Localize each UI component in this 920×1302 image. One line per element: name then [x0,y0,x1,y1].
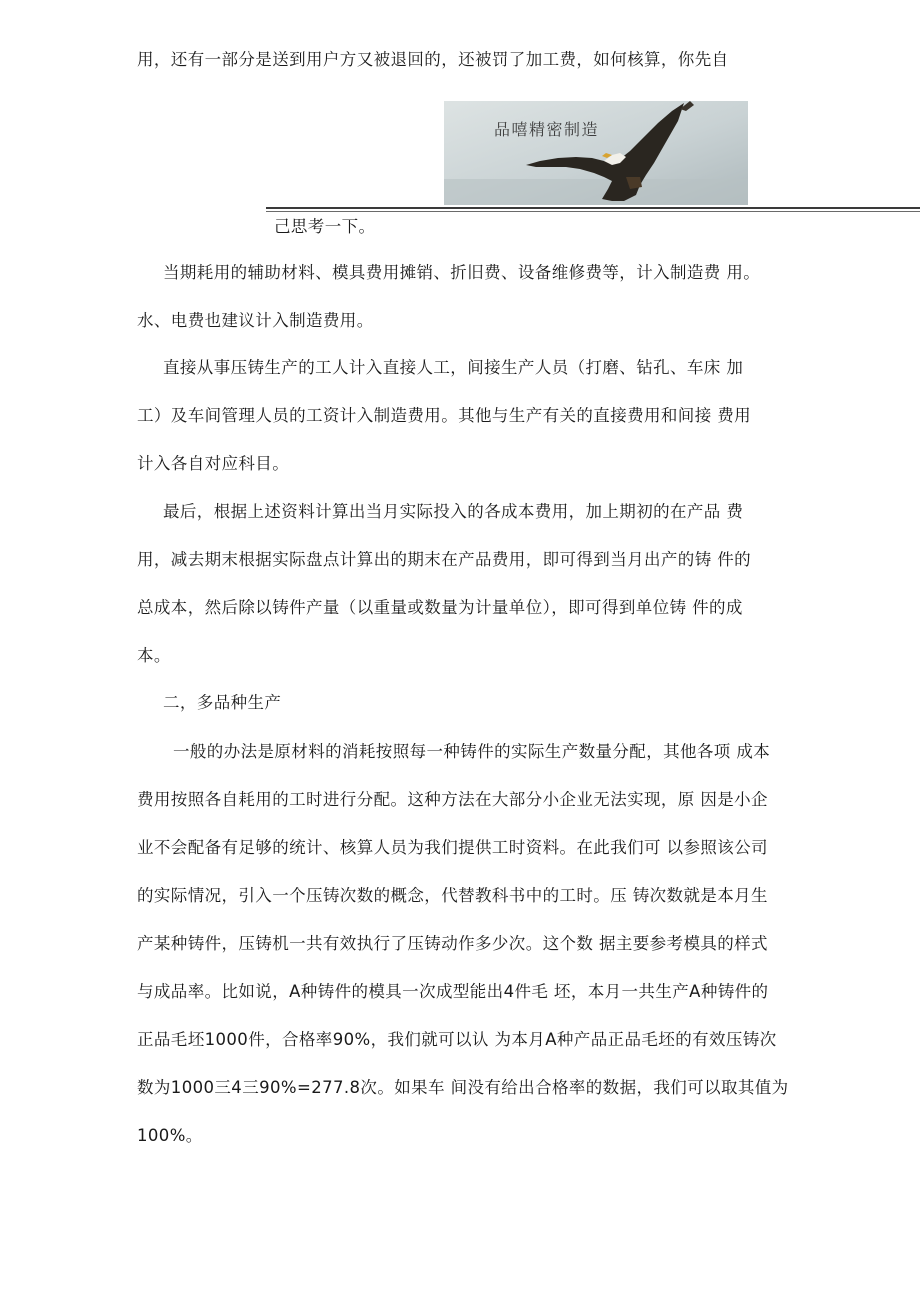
text-line-18: 与成品率。比如说，A种铸件的模具一次成型能出4件毛 坯，本月一共生产A种铸件的 [137,982,769,1001]
text-line-20: 数为1000三4三90%=277.8次。如果车 间没有给出合格率的数据，我们可以取其值为 [137,1078,789,1097]
eagle-banner-image [444,101,748,205]
header-banner [444,101,748,205]
text-line-3: 当期耗用的辅助材料、模具费用摊销、折旧费、设备维修费等，计入制造费 用。 [163,263,761,282]
text-line-5: 直接从事压铸生产的工人计入直接人工，间接生产人员（打磨、钻孔、车床 加 [163,358,744,377]
text-line-2: 己思考一下。 [274,217,376,236]
text-line-14: 费用按照各自耗用的工时进行分配。这种方法在大部分小企业无法实现，原 因是小企 [137,790,768,809]
text-line-9: 用，减去期末根据实际盘点计算出的期末在产品费用，即可得到当月出产的铸 件的 [137,550,752,569]
header-rule-thin [266,211,920,212]
text-line-16: 的实际情况，引入一个压铸次数的概念，代替教科书中的工时。压 铸次数就是本月生 [137,886,768,905]
text-line-4: 水、电费也建议计入制造费用。 [137,311,374,330]
banner-slogan-text: 品嘻精密制造 [494,120,600,139]
section-heading: 二，多品种生产 [163,693,282,712]
text-line-11: 本。 [137,646,171,665]
text-line-21: 100%。 [137,1126,203,1145]
text-line-8: 最后，根据上述资料计算出当月实际投入的各成本费用，加上期初的在产品 费 [163,502,744,521]
text-line-1: 用，还有一部分是送到用户方又被退回的，还被罚了加工费，如何核算，你先自 [137,50,729,69]
text-line-10: 总成本，然后除以铸件产量（以重量或数量为计量单位），即可得到单位铸 件的成 [137,598,743,617]
text-line-6: 工）及车间管理人员的工资计入制造费用。其他与生产有关的直接费用和间接 费用 [137,406,752,425]
text-line-19: 正品毛坯1000件，合格率90%，我们就可以认 为本月A种产品正品毛坯的有效压铸次 [137,1030,777,1049]
text-line-13: 一般的办法是原材料的消耗按照每一种铸件的实际生产数量分配，其他各项 成本 [173,742,771,761]
text-line-17: 产某种铸件，压铸机一共有效执行了压铸动作多少次。这个数 据主要参考模具的样式 [137,934,768,953]
header-rule-thick [266,207,920,209]
text-line-15: 业不会配备有足够的统计、核算人员为我们提供工时资料。在此我们可 以参照该公司 [137,838,768,857]
text-line-7: 计入各自对应科目。 [137,454,290,473]
